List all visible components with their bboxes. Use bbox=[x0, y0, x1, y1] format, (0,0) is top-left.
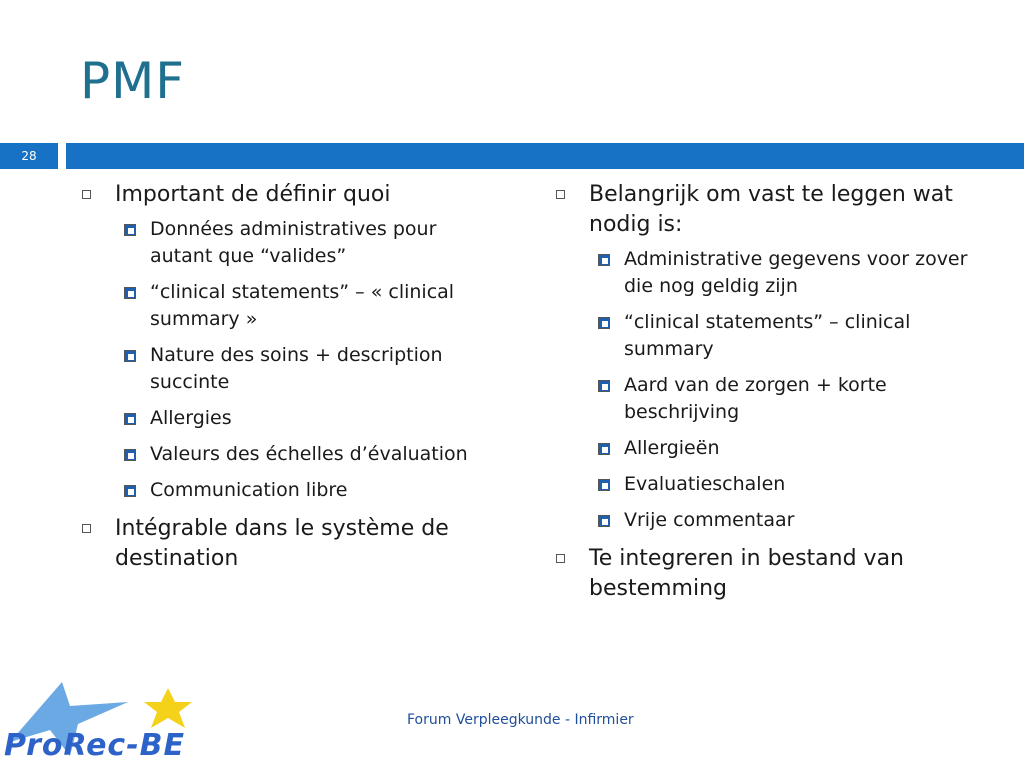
bullet-item bbox=[82, 180, 502, 504]
bullet-list bbox=[82, 180, 502, 574]
sub-bullet-item bbox=[115, 216, 502, 270]
sub-bullet-text: Allergies bbox=[150, 407, 232, 429]
bullet-text: Important de définir quoi bbox=[115, 182, 391, 207]
filled-square-bullet-icon bbox=[124, 287, 136, 299]
filled-square-bullet-icon bbox=[124, 224, 136, 236]
slide-number: 28 bbox=[0, 143, 58, 169]
left-column bbox=[82, 180, 502, 580]
filled-square-bullet-icon bbox=[598, 317, 610, 329]
sub-bullet-text: Données administratives pour autant que “valides” bbox=[150, 218, 437, 267]
sub-bullet-text: Aard van de zorgen + korte beschrijving bbox=[624, 374, 887, 423]
filled-square-bullet-icon bbox=[124, 413, 136, 425]
bullet-item bbox=[556, 544, 976, 604]
hollow-square-bullet-icon bbox=[82, 190, 91, 199]
bullet-list bbox=[556, 180, 976, 604]
sub-bullet-text: Administrative gegevens voor zover die nog geldig zijn bbox=[624, 248, 968, 297]
bullet-text: Belangrijk om vast te leggen wat nodig is: bbox=[589, 182, 953, 237]
slide-title: PMF bbox=[80, 52, 186, 110]
sub-bullet-text: Communication libre bbox=[150, 479, 348, 501]
hollow-square-bullet-icon bbox=[556, 554, 565, 563]
sub-bullet-item bbox=[115, 342, 502, 396]
bullet-item bbox=[82, 514, 502, 574]
footer-text: Forum Verpleegkunde - Infirmier bbox=[407, 712, 634, 728]
yellow-star-icon bbox=[144, 688, 192, 728]
sub-bullet-list bbox=[589, 246, 976, 534]
sub-bullet-item bbox=[589, 246, 976, 300]
filled-square-bullet-icon bbox=[598, 515, 610, 527]
header-bar-fill bbox=[66, 143, 1024, 169]
sub-bullet-item bbox=[589, 435, 976, 462]
right-column bbox=[556, 180, 976, 610]
filled-square-bullet-icon bbox=[124, 449, 136, 461]
sub-bullet-text: Vrije commentaar bbox=[624, 509, 795, 531]
sub-bullet-item bbox=[115, 441, 502, 468]
bullet-item bbox=[556, 180, 976, 534]
filled-square-bullet-icon bbox=[598, 443, 610, 455]
sub-bullet-item bbox=[589, 471, 976, 498]
bullet-text: Te integreren in bestand van bestemming bbox=[589, 546, 905, 601]
sub-bullet-text: Valeurs des échelles d’évaluation bbox=[150, 443, 468, 465]
sub-bullet-item bbox=[589, 309, 976, 363]
filled-square-bullet-icon bbox=[124, 485, 136, 497]
hollow-square-bullet-icon bbox=[82, 524, 91, 533]
sub-bullet-text: Allergieën bbox=[624, 437, 720, 459]
header-bar bbox=[0, 143, 1024, 169]
sub-bullet-text: Nature des soins + description succinte bbox=[150, 344, 443, 393]
sub-bullet-item bbox=[589, 507, 976, 534]
filled-square-bullet-icon bbox=[598, 380, 610, 392]
logo-text: ProRec-BE bbox=[4, 728, 186, 763]
bullet-text: Intégrable dans le système de destination bbox=[115, 516, 449, 571]
sub-bullet-item bbox=[589, 372, 976, 426]
filled-square-bullet-icon bbox=[598, 479, 610, 491]
filled-square-bullet-icon bbox=[124, 350, 136, 362]
sub-bullet-list bbox=[115, 216, 502, 504]
sub-bullet-item bbox=[115, 477, 502, 504]
sub-bullet-item bbox=[115, 405, 502, 432]
prorec-logo bbox=[0, 672, 240, 768]
sub-bullet-item bbox=[115, 279, 502, 333]
sub-bullet-text: “clinical statements” – clinical summary bbox=[624, 311, 911, 360]
filled-square-bullet-icon bbox=[598, 254, 610, 266]
sub-bullet-text: Evaluatieschalen bbox=[624, 473, 786, 495]
sub-bullet-text: “clinical statements” – « clinical summary » bbox=[150, 281, 455, 330]
hollow-square-bullet-icon bbox=[556, 190, 565, 199]
